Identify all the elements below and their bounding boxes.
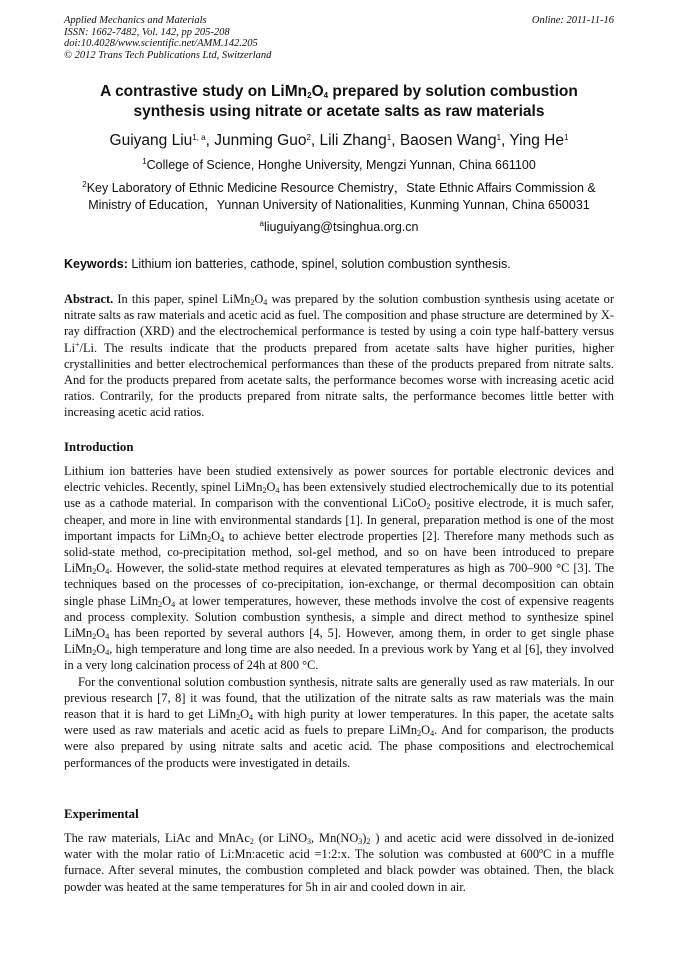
- abstract: Abstract. In this paper, spinel $LiMn_2O_4$ was prepared by the solution combustion synthesis using acetate or nitrate salts as raw materials and acetic acid as fuel. The composition and phase structure are determined by X-ray diffraction (XRD) and the electrochemical performance is tested by using a coin type half-battery versus Li+/Li. The results indicate that the products prepared from acetate salts have higher purities, higher crystallinities and better electrochemical performances than these of the products prepared from nitrate salts. And for the products prepared from acetate salts, the performance becomes worse with increasing acetic acid ratios. Contrarily, for the products prepared from nitrate salts, the performance becomes little better with increasing acetic acid ratios.: [64, 292, 614, 420]
- journal-copyright: © 2012 Trans Tech Publications Ltd, Switzerland: [64, 49, 272, 61]
- paper-title: [64, 82, 614, 121]
- section-heading-experimental: Experimental: [64, 807, 139, 821]
- affiliation-2: $^2$Key Laboratory of Ethnic Medicine Resource Chemistry，State Ethnic Affairs Commission & Ministry of Education，Yunnan University of Nationalities, Kunming Yunnan, China 650031: [82, 180, 596, 212]
- author: Baosen Wang$^1$: [399, 132, 502, 149]
- author-email[interactable]: $^a$liuguiyang@tsinghua.org.cn: [259, 219, 419, 234]
- author: Junming Guo$^2$: [214, 132, 311, 149]
- journal-name: Applied Mechanics and Materials: [64, 15, 207, 26]
- introduction-body: [64, 463, 614, 771]
- paragraph: Lithium ion batteries have been studied extensively as power sources for portable electronic devices and electric vehicles. Recently, spinel $LiMn_2O_4$ has been extensively studied electrochemically due to its potential use as a cathode material. In comparison with the conventional LiCoO$_2$ positive electrode, it is much safer, cheaper, and more in line with environmental standards [1]. In general, preparation method is one of the most important impacts for $LiMn_2O_4$ to achieve better electrode properties [2]. Therefore many methods such as solid-state method, co-precipitation method, sol-gel method, and so on have been introduced to prepare $LiMn_2O_4$. However, the solid-state method requires at elevated temperatures as high as 700–900 °C [3]. The techniques based on the processes of co-precipitation, ion-exchange, or thermal decomposition can obtain single phase $LiMn_2O_4$ at lower temperatures, however, these methods involve the cost of expensive reagents and process complexity. Solution combustion synthesis, a simple and direct method to synthesize spinel $LiMn_2O_4$ has been reported by several authors [4, 5]. However, among them, in order to get single phase $LiMn_2O_4$, high temperature and long time are also needed. In a previous work by Yang et al [6], they involved in a very long calcination process of 24h at 800 °C.: [64, 464, 615, 673]
- abstract-label: Abstract.: [64, 292, 114, 306]
- online-date: Online: 2011-11-16: [531, 15, 614, 26]
- journal-info: [64, 15, 271, 61]
- experimental-body: The raw materials, LiAc and MnAc$_2$ (or LiNO$_3$, $Mn(NO_3)_2$ ) and acetic acid were dissolved in de-ionized water with the molar ratio of Li:Mn:acetic acid =1:2:x. The solution was combusted at 600$^o$C in a muffle furnace. After several minutes, the combustion completed and black powder was obtained. Then, the black powder was heated at the same temperatures for 5h in air and cooled down in air.: [64, 831, 614, 894]
- title-line-2: synthesis using nitrate or acetate salts as raw materials: [133, 102, 545, 120]
- keywords-text: Lithium ion batteries, cathode, spinel, solution combustion synthesis.: [127, 257, 511, 271]
- author: Ying He$^1$: [509, 132, 569, 149]
- keywords-label: Keywords:: [64, 257, 128, 271]
- author-list: Guiyang Liu$^{1, a}$, Junming Guo$^2$, Lili Zhang$^1$, Baosen Wang$^1$, Ying He$^1$: [109, 132, 569, 149]
- paragraph: For the conventional solution combustion synthesis, nitrate salts are generally used as raw materials. In our previous research [7, 8] it was found, that the utilization of the nitrate salts as raw materials was the main reason that it is hard to get $LiMn_2O_4$ with high purity at lower temperatures. In this paper, the acetate salts were used as raw materials and acetic acid as fuels to prepare $LiMn_2O_4$. And for comparison, the products were also prepared by using nitrate salts and acetic acid. The phase compositions and electrochemical performances of the products were investigated in details.: [64, 674, 614, 770]
- journal-doi[interactable]: doi:10.4028/www.scientific.net/AMM.142.205: [64, 38, 258, 50]
- section-heading-introduction: Introduction: [64, 440, 134, 454]
- author: Guiyang Liu$^{1, a}$: [109, 132, 206, 149]
- author: Lili Zhang$^1$: [319, 132, 392, 149]
- affiliation-1: $^1$College of Science, Honghe University, Mengzi Yunnan, China 661100: [142, 157, 536, 172]
- title-line-1: A contrastive study on $LiMn_2O_4$ prepared by solution combustion: [100, 83, 578, 100]
- journal-issn: ISSN: 1662-7482, Vol. 142, pp 205-208: [64, 26, 230, 38]
- keywords: [64, 256, 614, 272]
